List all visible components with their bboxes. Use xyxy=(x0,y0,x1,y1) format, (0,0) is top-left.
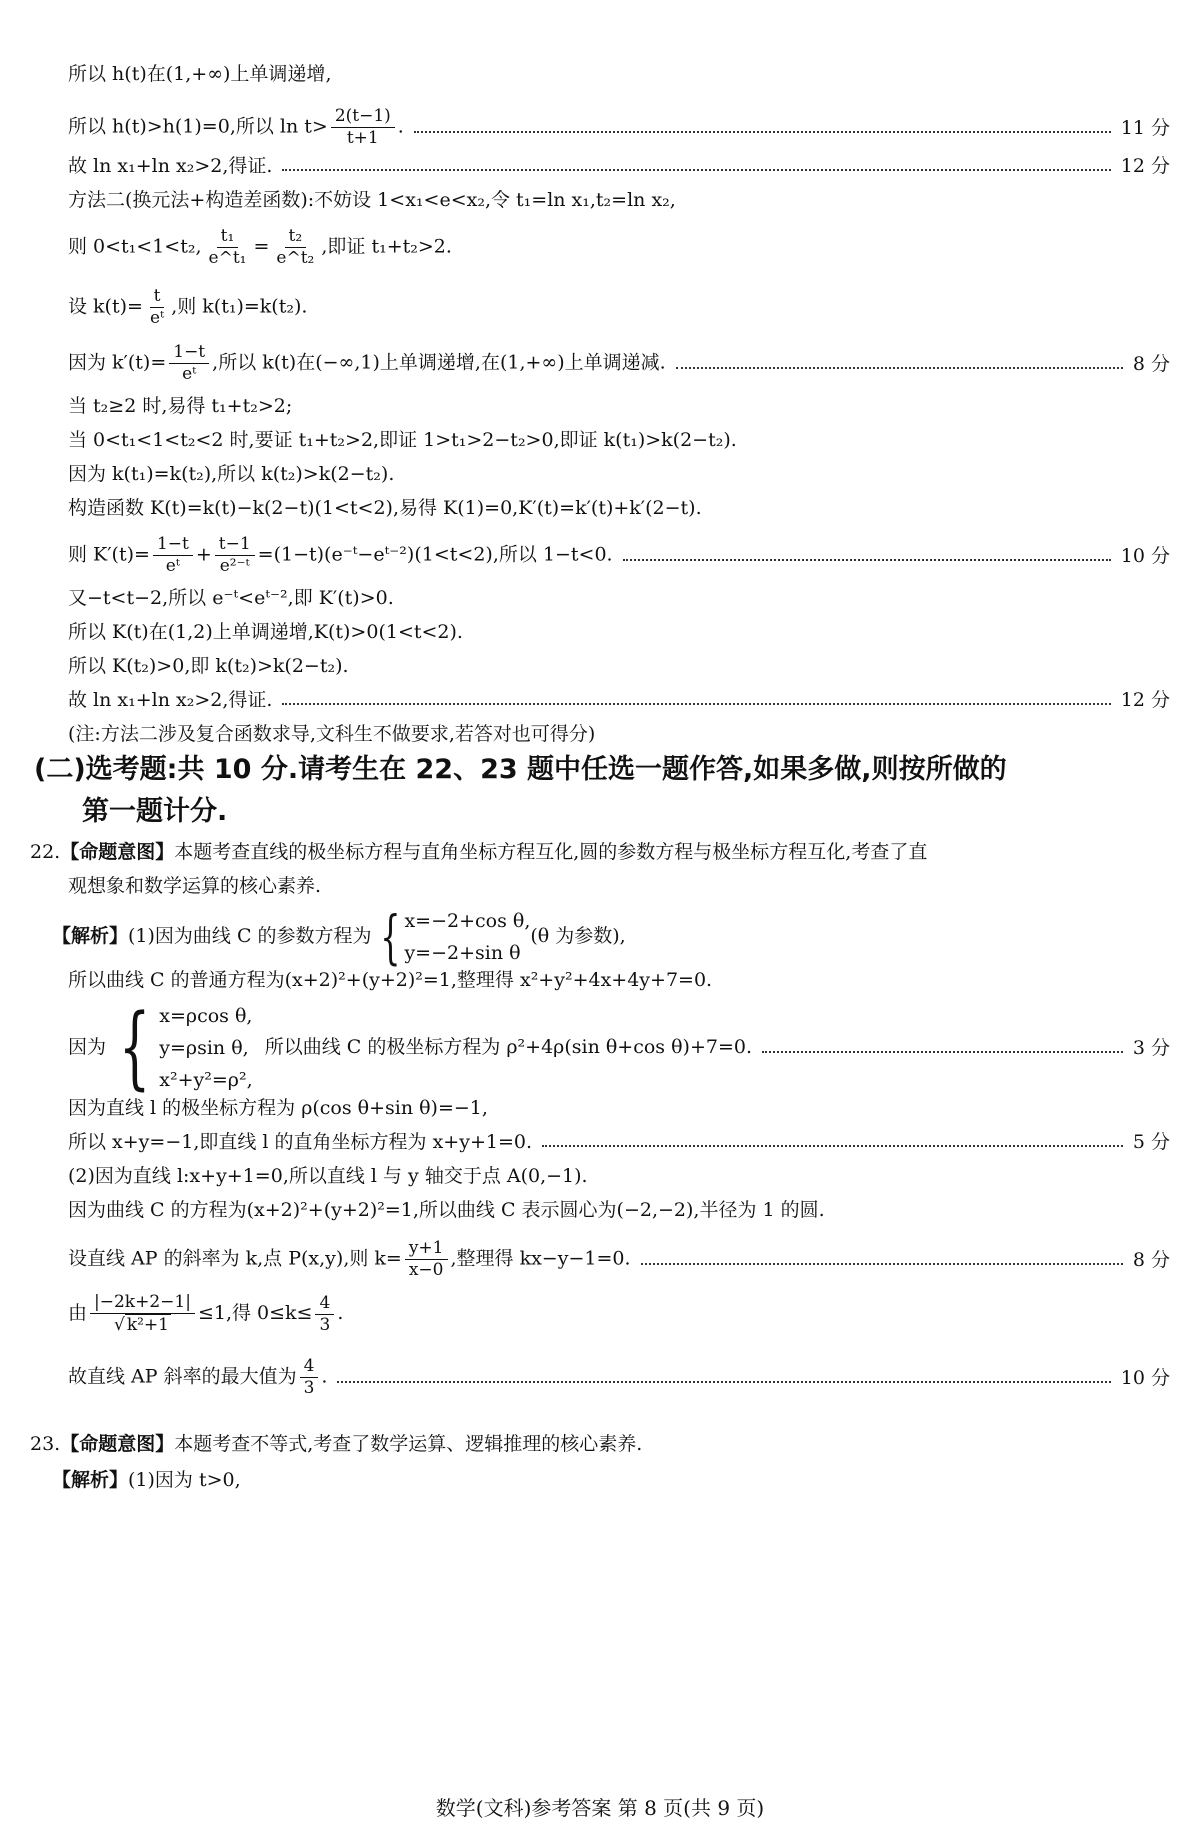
page-footer: 数学(文科)参考答案 第 8 页(共 9 页) xyxy=(435,1796,765,1820)
text-line: 故 ln x₁+ln x₂>2,得证. 12 分 xyxy=(68,152,1170,180)
text-line: 因为曲线 C 的方程为(x+2)²+(y+2)²=1,所以曲线 C 表示圆心为(−2,−2),半径为 1 的圆. xyxy=(68,1199,825,1221)
leader-dots xyxy=(542,1145,1123,1147)
leader-dots xyxy=(337,1381,1110,1383)
leader-dots xyxy=(623,559,1111,561)
text-line: 方法二(换元法+构造差函数):不妨设 1<x₁<e<x₂,令 t₁=ln x₁,t₂=ln x₂, xyxy=(68,189,676,211)
section-heading-cont: 第一题计分. xyxy=(82,796,228,827)
text-line: 因为直线 l 的极坐标方程为 ρ(cos θ+sin θ)=−1, xyxy=(68,1097,488,1119)
text-line: 当 t₂≥2 时,易得 t₁+t₂>2; xyxy=(68,395,293,417)
score-label: 10 分 xyxy=(1120,1366,1170,1389)
text-line: 所以 h(t)>h(1)=0,所以 ln t> $\frac{2(t-1)}{t+1}$ . 11 分 xyxy=(68,106,1170,148)
q22-solution-start: 【解析】(1)因为曲线 C 的参数方程为 { x=−2+cos θ, y=−2+sin θ (θ 为参数), xyxy=(52,903,626,971)
score-label: 12 分 xyxy=(1120,689,1170,711)
score-label: 3 分 xyxy=(1132,1037,1170,1059)
text-line: 所以 K(t₂)>0,即 k(t₂)>k(2−t₂). xyxy=(68,655,349,677)
text-line: 故 ln x₁+ln x₂>2,得证. 12 分 xyxy=(68,686,1170,714)
text-line: 则 K′(t)= $\frac{1-t}{\text{eᵗ}}$ + $\frac{t-1}{\text{e²⁻ᵗ}}$ =(1−t)(e⁻ᵗ−eᵗ⁻²)(1<t<2),所以 1−t<0. 10 分 xyxy=(68,534,1170,576)
text-line: 所以曲线 C 的普通方程为(x+2)²+(y+2)²=1,整理得 x²+y²+4x+4y+7=0. xyxy=(68,969,713,991)
q22-intent-cont: 观想象和数学运算的核心素养. xyxy=(68,875,322,897)
text-line: 又−t<t−2,所以 e⁻ᵗ<eᵗ⁻²,即 K′(t)>0. xyxy=(68,587,394,609)
leader-dots xyxy=(762,1051,1123,1053)
note-line: (注:方法二涉及复合函数求导,文科生不做要求,若答对也可得分) xyxy=(68,723,596,745)
text-line: 因为 { x=ρcos θ, y=ρsin θ, x²+y²=ρ², 所以曲线 C 的极坐标方程为 ρ²+4ρ(sin θ+cos θ)+7=0. 3 分 xyxy=(68,995,1170,1100)
text-line: (2)因为直线 l:x+y+1=0,所以直线 l 与 y 轴交于点 A(0,−1). xyxy=(68,1165,588,1187)
score-label: 8 分 xyxy=(1132,352,1170,375)
score-label: 11 分 xyxy=(1120,116,1170,139)
q23-solution-start: 【解析】(1)因为 t>0, xyxy=(52,1469,241,1491)
text-line: 故直线 AP 斜率的最大值为 $\frac{4}{3}$ . 10 分 xyxy=(68,1356,1170,1398)
score-label: 12 分 xyxy=(1120,155,1170,177)
text-line: 则 0<t₁<1<t₂, $\frac{\text{t₁}}{\text{e\textasciicircum{}t₁}}$ = $\frac{\text{t₂}}{\text{e\textasciicircum{}t₂}}$ ,即证 t₁+t₂>2. xyxy=(68,226,452,268)
text-line: 设 k(t)= $\frac{t}{\text{eᵗ}}$ ,则 k(t₁)=k(t₂). xyxy=(68,286,308,328)
text-line: 因为 k(t₁)=k(t₂),所以 k(t₂)>k(2−t₂). xyxy=(68,463,395,485)
text-line: 构造函数 K(t)=k(t)−k(2−t)(1<t<2),易得 K(1)=0,K′(t)=k′(t)+k′(2−t). xyxy=(68,497,702,519)
text-line: 所以 K(t)在(1,2)上单调递增,K(t)>0(1<t<2). xyxy=(68,621,463,643)
leader-dots xyxy=(282,703,1110,705)
q22-intent: 22.【命题意图】本题考查直线的极坐标方程与直角坐标方程互化,圆的参数方程与极坐标方程互化,考查了直 xyxy=(30,841,928,863)
score-label: 8 分 xyxy=(1132,1248,1170,1271)
leader-dots xyxy=(676,367,1123,369)
text-line: 设直线 AP 的斜率为 k,点 P(x,y),则 k= $\frac{y+1}{x-0}$ ,整理得 kx−y−1=0. 8 分 xyxy=(68,1238,1170,1280)
section-heading: (二)选考题:共 10 分.请考生在 22、23 题中任选一题作答,如果多做,则按所做的 xyxy=(34,754,1007,785)
text-line: 因为 k′(t)= $\frac{1-t}{\text{eᵗ}}$ ,所以 k(t)在(−∞,1)上单调递增,在(1,+∞)上单调递减. 8 分 xyxy=(68,342,1170,384)
text-line: 所以 h(t)在(1,+∞)上单调递增, xyxy=(68,63,332,85)
leader-dots xyxy=(282,169,1110,171)
text-line: 所以 x+y=−1,即直线 l 的直角坐标方程为 x+y+1=0. 5 分 xyxy=(68,1128,1170,1156)
fraction: $\frac{2(t-1)}{t+1}$ xyxy=(331,106,395,149)
leader-dots xyxy=(414,131,1111,133)
q23-intent: 23.【命题意图】本题考查不等式,考查了数学运算、逻辑推理的核心素养. xyxy=(30,1433,643,1455)
text-line: 由 $\frac{|-2k+2-1|}{\text{√ k²+1}}$ ≤1,得 0≤k≤ $\frac{4}{3}$ . xyxy=(68,1292,344,1335)
score-label: 5 分 xyxy=(1132,1131,1170,1153)
score-label: 10 分 xyxy=(1120,544,1170,567)
text-line: 当 0<t₁<1<t₂<2 时,要证 t₁+t₂>2,即证 1>t₁>2−t₂>0,即证 k(t₁)>k(2−t₂). xyxy=(68,429,737,451)
leader-dots xyxy=(641,1263,1123,1265)
